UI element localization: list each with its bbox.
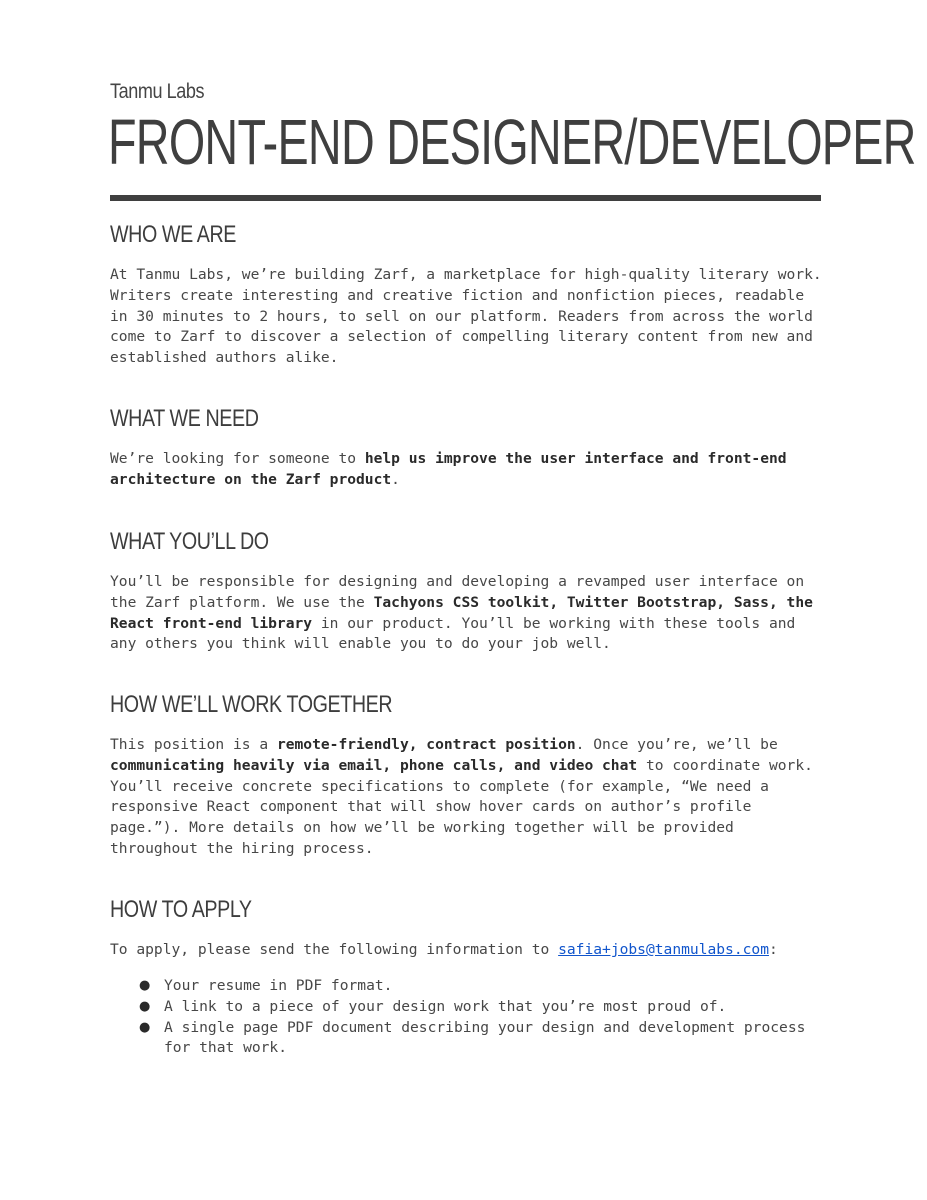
tech-stack-emphasis: Tachyons CSS toolkit, Twitter Bootstrap, Sass, the React front-end library — [110, 593, 813, 632]
how-to-apply-text-end: : — [768, 941, 778, 958]
what-youll-do-text-end: in our product. You’ll be working with these tools and any others you think will enable you to do your job well. — [110, 614, 796, 653]
work-together-text-2: . Once you’re, we’ll be — [575, 736, 778, 753]
list-item — [110, 976, 830, 997]
bullet-icon: ● — [139, 1019, 151, 1035]
how-to-apply-paragraph — [110, 940, 830, 961]
section-heading-how-well-work-together: HOW WE’LL WORK TOGETHER — [110, 691, 393, 718]
list-item — [110, 997, 830, 1018]
bullet-icon: ● — [139, 978, 151, 993]
work-together-paragraph — [110, 735, 830, 860]
section-heading-what-youll-do: WHAT YOU’LL DO — [110, 528, 269, 555]
application-requirements-list — [110, 976, 830, 1059]
list-item — [110, 1018, 830, 1060]
company-name: Tanmu Labs — [110, 80, 205, 103]
section-heading-how-to-apply: HOW TO APPLY — [110, 896, 252, 923]
how-to-apply-text-start: To apply, please send the following information to — [110, 941, 559, 958]
who-we-are-paragraph: At Tanmu Labs, we’re building Zarf, a marketplace for high-quality literary work. Writers create interesting and creative fiction and nonfiction pieces, readable in 30 minutes to 2 hours, to sell on our platform. Readers from across the world come to Zarf to discover a selection of compelling literary content from new and established authors alike. — [110, 266, 822, 367]
list-item-text: A link to a piece of your design work that you’re most proud of. — [164, 997, 727, 1015]
section-heading-who-we-are: WHO WE ARE — [110, 221, 237, 248]
bullet-icon: ● — [139, 998, 151, 1014]
list-item-text: A single page PDF document describing your design and development process for that work. — [164, 1018, 806, 1057]
apply-email-link[interactable]: safia+jobs@tanmulabs.com — [558, 941, 769, 958]
what-youll-do-paragraph — [110, 572, 830, 655]
what-we-need-emphasis: help us improve the user interface and front-end architecture on the Zarf product — [110, 450, 787, 488]
what-youll-do-text-start: You’ll be responsible for designing and developing a revamped user interface on the Zarf platform. We use the — [110, 573, 805, 611]
what-we-need-paragraph — [110, 449, 830, 491]
list-item-text: Your resume in PDF format. — [164, 977, 393, 994]
what-we-need-text-start: We’re looking for someone to — [110, 450, 365, 467]
section-heading-what-we-need: WHAT WE NEED — [110, 405, 259, 432]
work-together-text-1: This position is a — [110, 736, 277, 753]
position-type-emphasis: remote-friendly, contract position — [276, 736, 576, 753]
communication-emphasis: communicating heavily via email, phone calls, and video chat — [110, 756, 638, 774]
work-together-text-3: to coordinate work. You’ll receive concrete specifications to complete (for example, “We need a responsive React component that will show hover cards on author’s profile page.”). More details on how we’ll be working together will be provided throughout the hiring process. — [110, 756, 813, 857]
title-divider — [110, 195, 821, 201]
page-title: FRONT-END DESIGNER/DEVELOPER — [108, 106, 916, 178]
what-we-need-text-end: . — [391, 470, 400, 488]
